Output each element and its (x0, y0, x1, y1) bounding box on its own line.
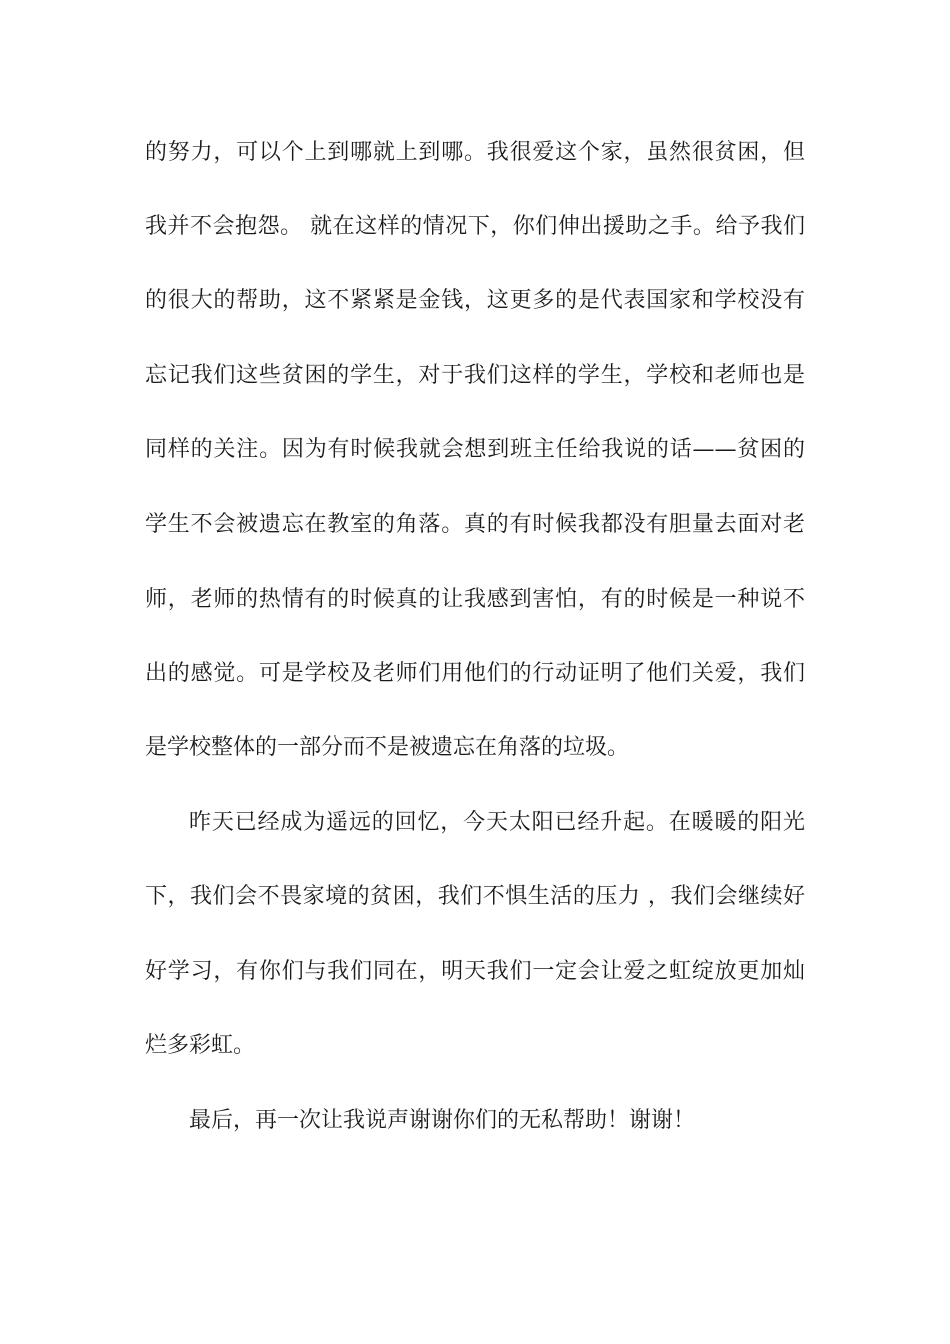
paragraph-line: 同样的关注。因为有时候我就会想到班主任给我说的话——贫困的 (145, 437, 805, 462)
paragraph-line: 烂多彩虹。 (145, 1033, 256, 1058)
paragraph-line: 学生不会被遗忘在教室的角落。真的有时候我都没有胆量去面对老 (145, 512, 805, 537)
paragraph-line: 忘记我们这些贫困的学生，对于我们这样的学生，学校和老师也是 (145, 363, 805, 388)
paragraph-line: 是学校整体的一部分而不是被遗忘在角落的垃圾。 (145, 735, 630, 760)
paragraph-line: 昨天已经成为遥远的回忆，今天太阳已经升起。在暖暖的阳光 (189, 810, 805, 835)
paragraph-line: 最后，再一次让我说声谢谢你们的无私帮助！谢谢！ (189, 1108, 696, 1133)
paragraph-line: 下，我们会不畏家境的贫困，我们不惧生活的压力 ，我们会继续好 (145, 884, 805, 909)
paragraph-line: 出的感觉。可是学校及老师们用他们的行动证明了他们关爱，我们 (145, 661, 805, 686)
paragraph-line: 的很大的帮助，这不紧紧是金钱，这更多的是代表国家和学校没有 (145, 288, 805, 313)
paragraph-line: 的努力，可以个上到哪就上到哪。我很爱这个家，虽然很贫困，但 (145, 140, 805, 165)
paragraph-line: 好学习，有你们与我们同在，明天我们一定会让爱之虹绽放更加灿 (145, 959, 805, 984)
paragraph-line: 师，老师的热情有的时候真的让我感到害怕，有的时候是一种说不 (145, 587, 805, 612)
paragraph-line: 我并不会抱怨。 就在这样的情况下，你们伸出援助之手。给予我们 (145, 214, 805, 239)
